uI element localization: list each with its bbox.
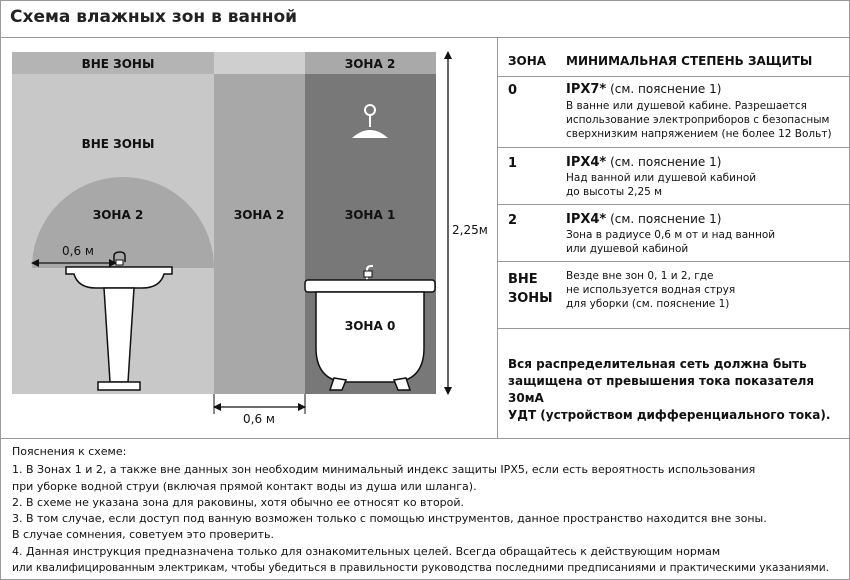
desc-line: Зона в радиусе 0,6 м от и над ванной [566,229,776,241]
desc-line: сверхнизким напряжением (не более 12 Вольт) [566,128,832,140]
table-row [498,77,850,148]
note-line: или квалифицированным электрикам, чтобы убедиться в правильности руководства последними предписаниями и практическими указаниями. [12,562,830,575]
row-description [566,171,846,199]
row-zone: 0 [508,83,518,98]
ip-ref: (см. пояснение 1) [610,212,722,226]
ip-ref: (см. пояснение 1) [610,155,722,169]
row-description [566,99,846,141]
note-line: защищена от превышения тока показателя 30мА [508,374,815,405]
height-label: 2,25м [452,223,488,237]
outside-zone-top-label: ВНЕ ЗОНЫ [81,57,155,71]
row-zone: 2 [508,213,518,228]
desc-line: Везде вне зон 0, 1 и 2, где [566,270,714,282]
desc-line: Над ванной или душевой кабиной [566,172,757,184]
desc-line: для уборки (см. пояснение 1) [566,298,730,310]
ip-code: IPX4* [566,155,607,170]
sink-zone2-label: ЗОНА 2 [92,208,144,222]
ip-code: IPX4* [566,212,607,227]
divider-bottom [0,438,850,439]
table-row [498,262,850,329]
zones-diagram [0,38,497,438]
row-description [566,228,846,256]
ip-ref: (см. пояснение 1) [610,82,722,96]
note-line: 1. В Зонах 1 и 2, а также вне данных зон необходим минимальный индекс защиты IPX5, если есть вероятность использования [12,463,756,477]
table-row [498,148,850,205]
table-row [498,205,850,262]
note-line: 3. В том случае, если доступ под ванную возможен только с помощью инструментов, данное пространство находится вне зоны. [12,512,767,526]
row-ip [566,212,721,227]
notes-heading: Пояснения к схеме: [12,445,127,458]
zone2-strip-label: ЗОНА 2 [233,208,285,222]
table-header [498,38,850,77]
row-ip [566,155,721,170]
zones-diagram-svg [0,38,497,438]
outside-zone-label: ВНЕ ЗОНЫ [81,137,155,151]
row-description [566,269,846,311]
desc-line: не используется водная струя [566,284,736,296]
note-line: 4. Данная инструкция предназначена только для ознакомительных целей. Всегда обращайтесь к действующим нормам [12,544,721,558]
header-zone: ЗОНА [508,54,547,68]
desc-line: В ванне или душевой кабине. Разрешается [566,100,807,112]
sink-radius-label: 0,6 м [62,244,94,258]
protection-table [498,38,850,438]
network-note [508,356,846,424]
note-line: Вся распределительная сеть должна быть [508,357,807,371]
zone1-label: ЗОНА 1 [344,208,396,222]
zone-line: ЗОНЫ [508,291,553,306]
row-ip [566,82,721,97]
row-zone: 1 [508,156,518,171]
page-title: Схема влажных зон в ванной [10,7,298,27]
ip-code: IPX7* [566,82,607,97]
desc-line: до высоты 2,25 м [566,186,663,198]
note-line: при уборке водной струи (включая прямой контакт воды из душа или шланга). [12,479,477,493]
zone2-top-label: ЗОНА 2 [344,57,396,71]
zone-line: ВНЕ [508,272,538,287]
zone0-label: ЗОНА 0 [344,319,396,333]
strip-width-label: 0,6 м [243,412,275,426]
header-protection: МИНИМАЛЬНАЯ СТЕПЕНЬ ЗАЩИТЫ [566,54,813,68]
row-zone [508,270,553,308]
note-line: В случае сомнения, советуем это проверить. [12,528,274,542]
note-line: 2. В схеме не указана зона для раковины, хотя обычно ее относят ко второй. [12,495,465,509]
strip-header [214,52,305,74]
desc-line: или душевой кабиной [566,243,689,255]
zone2-strip-area [214,52,305,394]
note-line: УДТ (устройством дифференциального тока). [508,408,831,422]
desc-line: использование электроприборов с безопасным [566,114,830,126]
notes-section [12,444,842,576]
